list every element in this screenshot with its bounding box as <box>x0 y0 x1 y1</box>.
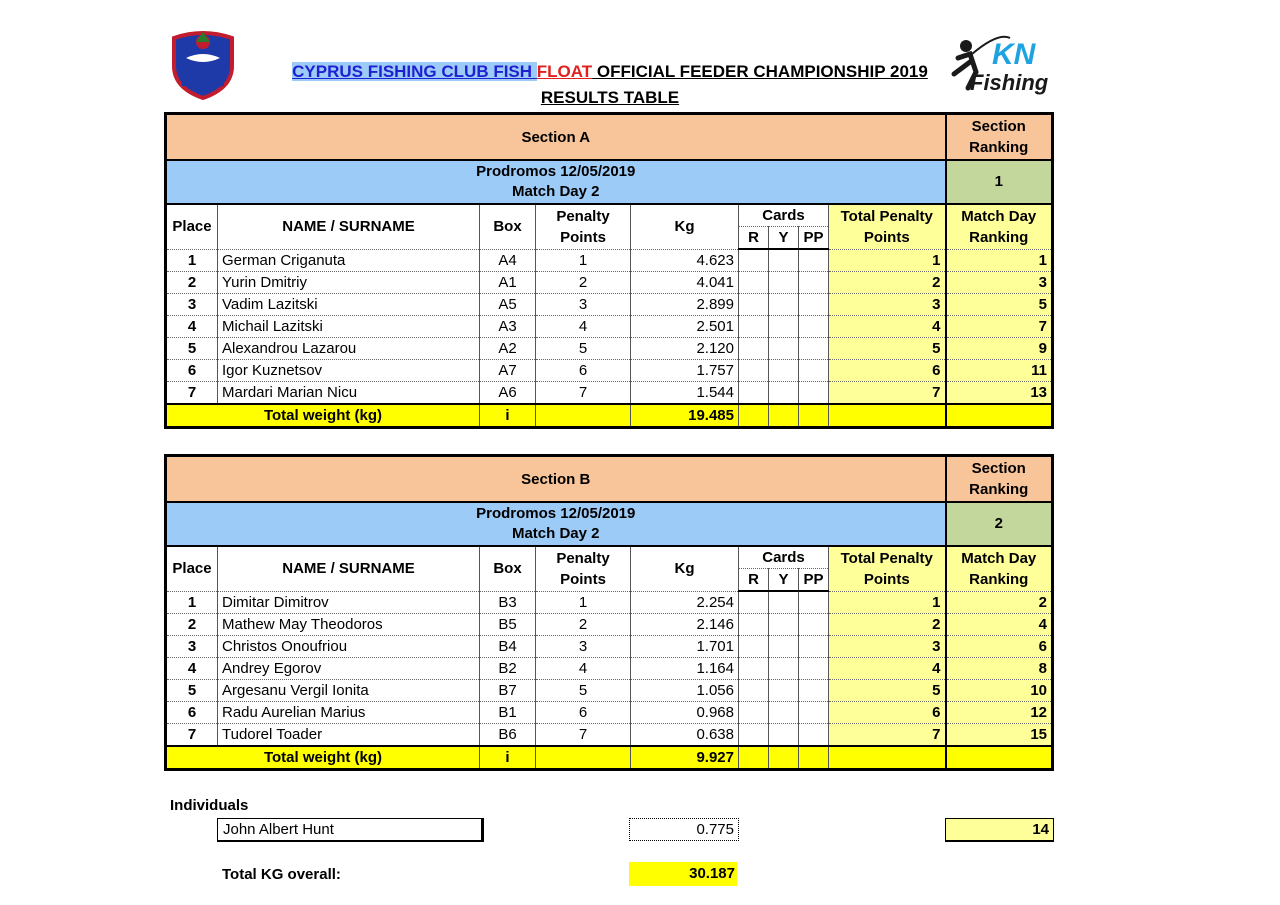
row-box: B3 <box>480 591 536 614</box>
row-place: 1 <box>166 591 218 614</box>
row-kg: 0.968 <box>631 702 739 724</box>
row-card-y <box>769 316 799 338</box>
row-name: Dimitar Dimitrov <box>218 591 480 614</box>
col-header-match-day-ranking-line-2: Ranking <box>969 570 1029 588</box>
section-ranking-header-line-2: Ranking <box>969 139 1029 156</box>
row-card-pp <box>799 249 829 272</box>
total-weight-value: 9.927 <box>631 746 739 770</box>
row-box: B5 <box>480 614 536 636</box>
row-match-day-rank: 7 <box>946 316 1053 338</box>
row-box: A7 <box>480 360 536 382</box>
row-box: B4 <box>480 636 536 658</box>
row-total-penalty: 7 <box>829 724 946 747</box>
col-header-match-day-ranking <box>946 546 1053 591</box>
total-kg-overall-value: 30.187 <box>629 862 737 886</box>
row-card-r <box>739 636 769 658</box>
section-rank-value: 2 <box>946 502 1053 546</box>
individuals-label: Individuals <box>170 797 249 814</box>
row-name: Argesanu Vergil Ionita <box>218 680 480 702</box>
row-card-pp <box>799 724 829 747</box>
row-kg: 2.501 <box>631 316 739 338</box>
title-part-1: CYPRUS FISHING CLUB FISH <box>292 62 537 81</box>
col-header-cards: Cards <box>739 546 829 569</box>
row-box: A2 <box>480 338 536 360</box>
section-ranking-header-line-1: Section <box>971 460 1026 477</box>
col-header-name: NAME / SURNAME <box>218 204 480 249</box>
row-total-penalty: 1 <box>829 249 946 272</box>
row-match-day-rank: 5 <box>946 294 1053 316</box>
row-kg: 4.041 <box>631 272 739 294</box>
col-header-total-penalty-line-2: Points <box>863 228 910 246</box>
row-total-penalty: 5 <box>829 338 946 360</box>
row-box: B2 <box>480 658 536 680</box>
col-header-box: Box <box>480 546 536 591</box>
row-card-y <box>769 614 799 636</box>
row-match-day-rank: 8 <box>946 658 1053 680</box>
row-card-r <box>739 658 769 680</box>
row-name: Vadim Lazitski <box>218 294 480 316</box>
row-penalty: 1 <box>536 249 631 272</box>
col-header-total-penalty <box>829 204 946 249</box>
row-card-pp <box>799 316 829 338</box>
row-penalty: 7 <box>536 382 631 405</box>
row-place: 3 <box>166 636 218 658</box>
row-name: Radu Aurelian Marius <box>218 702 480 724</box>
row-total-penalty: 7 <box>829 382 946 405</box>
row-card-y <box>769 360 799 382</box>
table-row <box>166 294 1053 316</box>
row-match-day-rank: 13 <box>946 382 1053 405</box>
section-rank-value: 1 <box>946 160 1053 204</box>
table-row <box>166 360 1053 382</box>
row-kg: 2.254 <box>631 591 739 614</box>
row-box: A5 <box>480 294 536 316</box>
total-empty <box>946 746 1053 770</box>
row-total-penalty: 4 <box>829 658 946 680</box>
row-match-day-rank: 1 <box>946 249 1053 272</box>
row-total-penalty: 3 <box>829 294 946 316</box>
total-empty <box>769 404 799 428</box>
row-name: Alexandrou Lazarou <box>218 338 480 360</box>
row-match-day-rank: 4 <box>946 614 1053 636</box>
section-ranking-header-line-2: Ranking <box>969 481 1029 498</box>
section-name: Section B <box>166 456 946 503</box>
row-kg: 2.146 <box>631 614 739 636</box>
row-card-y <box>769 680 799 702</box>
row-name: Michail Lazitski <box>218 316 480 338</box>
row-match-day-rank: 10 <box>946 680 1053 702</box>
row-card-y <box>769 272 799 294</box>
col-header-penalty-line-2: Points <box>560 228 606 246</box>
table-row <box>166 591 1053 614</box>
row-card-y <box>769 294 799 316</box>
row-match-day-rank: 9 <box>946 338 1053 360</box>
match-day-header <box>166 160 946 204</box>
row-name: Igor Kuznetsov <box>218 360 480 382</box>
total-empty <box>799 404 829 428</box>
table-row <box>166 382 1053 405</box>
table-row <box>166 680 1053 702</box>
row-card-r <box>739 294 769 316</box>
col-header-card-y: Y <box>769 569 799 592</box>
row-total-penalty: 3 <box>829 636 946 658</box>
row-penalty: 1 <box>536 591 631 614</box>
match-day-header-line-2: Match Day 2 <box>511 525 600 542</box>
row-name: German Criganuta <box>218 249 480 272</box>
row-penalty: 3 <box>536 636 631 658</box>
row-card-r <box>739 272 769 294</box>
total-weight-label: Total weight (kg) <box>166 746 480 770</box>
row-box: B1 <box>480 702 536 724</box>
row-card-pp <box>799 591 829 614</box>
total-empty <box>799 746 829 770</box>
row-penalty: 5 <box>536 338 631 360</box>
section-ranking-header <box>946 114 1053 161</box>
row-card-r <box>739 360 769 382</box>
row-total-penalty: 5 <box>829 680 946 702</box>
title-part-3: OFFICIAL FEEDER CHAMPIONSHIP 2019 <box>592 62 928 81</box>
col-header-card-y: Y <box>769 227 799 250</box>
row-card-pp <box>799 702 829 724</box>
col-header-match-day-ranking-line-1: Match Day <box>961 207 1037 225</box>
logo-kn-text: KN <box>992 38 1036 71</box>
total-weight-marker: i <box>480 746 536 770</box>
col-header-card-r: R <box>739 227 769 250</box>
total-empty <box>739 404 769 428</box>
total-empty <box>829 746 946 770</box>
section-ranking-header-line-1: Section <box>971 118 1026 135</box>
row-match-day-rank: 6 <box>946 636 1053 658</box>
match-day-header-line-1: Prodromos 12/05/2019 <box>476 505 636 522</box>
row-box: A3 <box>480 316 536 338</box>
row-card-r <box>739 249 769 272</box>
row-place: 2 <box>166 272 218 294</box>
total-empty <box>739 746 769 770</box>
row-card-y <box>769 724 799 747</box>
col-header-kg: Kg <box>631 546 739 591</box>
row-box: B6 <box>480 724 536 747</box>
total-empty <box>829 404 946 428</box>
row-place: 5 <box>166 680 218 702</box>
row-place: 7 <box>166 382 218 405</box>
total-empty <box>946 404 1053 428</box>
row-name: Yurin Dmitriy <box>218 272 480 294</box>
table-row <box>166 338 1053 360</box>
total-empty <box>769 746 799 770</box>
row-penalty: 5 <box>536 680 631 702</box>
row-name: Mathew May Theodoros <box>218 614 480 636</box>
row-total-penalty: 1 <box>829 591 946 614</box>
total-weight-marker: i <box>480 404 536 428</box>
row-name: Christos Onoufriou <box>218 636 480 658</box>
row-card-r <box>739 382 769 405</box>
row-match-day-rank: 15 <box>946 724 1053 747</box>
table-row <box>166 316 1053 338</box>
total-weight-value: 19.485 <box>631 404 739 428</box>
row-card-y <box>769 338 799 360</box>
total-weight-label: Total weight (kg) <box>166 404 480 428</box>
total-kg-overall-label: Total KG overall: <box>222 866 341 883</box>
row-card-y <box>769 658 799 680</box>
row-total-penalty: 6 <box>829 360 946 382</box>
col-header-kg: Kg <box>631 204 739 249</box>
row-card-pp <box>799 382 829 405</box>
row-box: B7 <box>480 680 536 702</box>
row-kg: 4.623 <box>631 249 739 272</box>
section-table <box>164 112 1054 429</box>
row-card-y <box>769 702 799 724</box>
row-place: 7 <box>166 724 218 747</box>
table-row <box>166 614 1053 636</box>
col-header-total-penalty <box>829 546 946 591</box>
match-day-header-line-2: Match Day 2 <box>511 183 600 200</box>
row-name: Tudorel Toader <box>218 724 480 747</box>
col-header-penalty <box>536 204 631 249</box>
individual-kg: 0.775 <box>629 818 739 841</box>
row-card-r <box>739 591 769 614</box>
row-kg: 1.544 <box>631 382 739 405</box>
row-total-penalty: 2 <box>829 614 946 636</box>
row-kg: 2.899 <box>631 294 739 316</box>
col-header-penalty-line-2: Points <box>560 570 606 588</box>
row-place: 1 <box>166 249 218 272</box>
col-header-total-penalty-line-1: Total Penalty <box>840 549 933 567</box>
row-penalty: 6 <box>536 702 631 724</box>
section-name: Section A <box>166 114 946 161</box>
row-kg: 0.638 <box>631 724 739 747</box>
row-penalty: 7 <box>536 724 631 747</box>
row-penalty: 2 <box>536 614 631 636</box>
row-card-r <box>739 614 769 636</box>
table-row <box>166 658 1053 680</box>
row-place: 6 <box>166 360 218 382</box>
row-card-pp <box>799 294 829 316</box>
row-place: 2 <box>166 614 218 636</box>
row-card-pp <box>799 614 829 636</box>
row-total-penalty: 4 <box>829 316 946 338</box>
row-kg: 2.120 <box>631 338 739 360</box>
row-card-y <box>769 382 799 405</box>
row-penalty: 2 <box>536 272 631 294</box>
row-kg: 1.701 <box>631 636 739 658</box>
page-title <box>230 62 990 82</box>
total-empty <box>536 746 631 770</box>
row-box: A6 <box>480 382 536 405</box>
row-penalty: 4 <box>536 316 631 338</box>
col-header-cards: Cards <box>739 204 829 227</box>
row-place: 6 <box>166 702 218 724</box>
row-card-pp <box>799 360 829 382</box>
col-header-card-pp: PP <box>799 227 829 250</box>
col-header-match-day-ranking-line-1: Match Day <box>961 549 1037 567</box>
row-name: Mardari Marian Nicu <box>218 382 480 405</box>
col-header-match-day-ranking-line-2: Ranking <box>969 228 1029 246</box>
row-match-day-rank: 11 <box>946 360 1053 382</box>
section-table <box>164 454 1054 771</box>
row-card-y <box>769 591 799 614</box>
row-kg: 1.757 <box>631 360 739 382</box>
page-subtitle: RESULTS TABLE <box>540 88 680 107</box>
col-header-box: Box <box>480 204 536 249</box>
row-total-penalty: 2 <box>829 272 946 294</box>
col-header-place: Place <box>166 204 218 249</box>
col-header-total-penalty-line-1: Total Penalty <box>840 207 933 225</box>
col-header-place: Place <box>166 546 218 591</box>
individual-name: John Albert Hunt <box>217 818 484 842</box>
row-card-r <box>739 316 769 338</box>
row-place: 5 <box>166 338 218 360</box>
row-box: A4 <box>480 249 536 272</box>
row-card-r <box>739 724 769 747</box>
row-match-day-rank: 2 <box>946 591 1053 614</box>
row-match-day-rank: 3 <box>946 272 1053 294</box>
logo-fishing-text: Fishing <box>970 70 1048 95</box>
row-card-pp <box>799 338 829 360</box>
table-row <box>166 636 1053 658</box>
col-header-penalty-line-1: Penalty <box>556 549 610 567</box>
row-card-r <box>739 680 769 702</box>
row-match-day-rank: 12 <box>946 702 1053 724</box>
club-logo <box>168 28 238 100</box>
title-part-2: FLOAT <box>536 62 593 81</box>
row-card-pp <box>799 680 829 702</box>
row-card-pp <box>799 658 829 680</box>
row-place: 3 <box>166 294 218 316</box>
row-kg: 1.164 <box>631 658 739 680</box>
row-card-y <box>769 636 799 658</box>
col-header-card-pp: PP <box>799 569 829 592</box>
row-place: 4 <box>166 316 218 338</box>
row-total-penalty: 6 <box>829 702 946 724</box>
row-name: Andrey Egorov <box>218 658 480 680</box>
col-header-match-day-ranking <box>946 204 1053 249</box>
row-penalty: 4 <box>536 658 631 680</box>
col-header-card-r: R <box>739 569 769 592</box>
col-header-name: NAME / SURNAME <box>218 546 480 591</box>
row-penalty: 6 <box>536 360 631 382</box>
table-row <box>166 702 1053 724</box>
table-row <box>166 724 1053 747</box>
col-header-total-penalty-line-2: Points <box>863 570 910 588</box>
row-kg: 1.056 <box>631 680 739 702</box>
row-card-pp <box>799 272 829 294</box>
row-card-y <box>769 249 799 272</box>
total-empty <box>536 404 631 428</box>
row-card-r <box>739 702 769 724</box>
row-box: A1 <box>480 272 536 294</box>
row-penalty: 3 <box>536 294 631 316</box>
col-header-penalty-line-1: Penalty <box>556 207 610 225</box>
individual-rank: 14 <box>945 818 1054 842</box>
col-header-penalty <box>536 546 631 591</box>
row-card-pp <box>799 636 829 658</box>
match-day-header-line-1: Prodromos 12/05/2019 <box>476 163 636 180</box>
row-card-r <box>739 338 769 360</box>
section-ranking-header <box>946 456 1053 503</box>
match-day-header <box>166 502 946 546</box>
table-row <box>166 272 1053 294</box>
table-row <box>166 249 1053 272</box>
row-place: 4 <box>166 658 218 680</box>
